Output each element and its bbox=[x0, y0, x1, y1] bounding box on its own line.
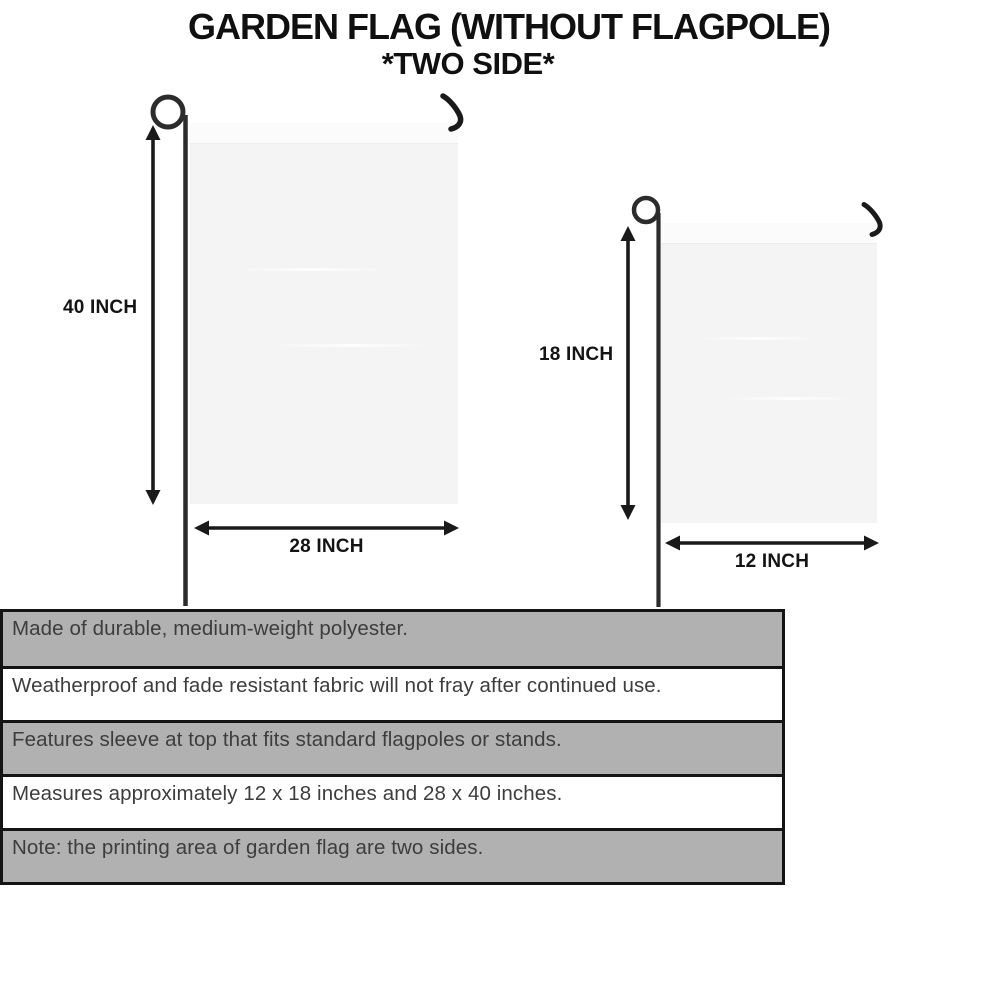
feature-row: Note: the printing area of garden flag are two sides. bbox=[3, 828, 782, 882]
large-flag-height-label: 40 INCH bbox=[63, 297, 138, 318]
large-flag-width-label: 28 INCH bbox=[289, 536, 364, 557]
feature-row: Weatherproof and fade resistant fabric will not fray after continued use. bbox=[3, 666, 782, 720]
page-subtitle: *TWO SIDE* bbox=[381, 46, 555, 81]
small-flag-hook-icon bbox=[860, 201, 886, 239]
feature-table bbox=[0, 609, 785, 885]
feature-row: Measures approximately 12 x 18 inches and 28 x 40 inches. bbox=[3, 774, 782, 828]
feature-row: Made of durable, medium-weight polyester. bbox=[3, 612, 782, 666]
feature-row: Features sleeve at top that fits standard flagpoles or stands. bbox=[3, 720, 782, 774]
wrinkle-highlight bbox=[700, 337, 819, 340]
large-flag-hook-icon bbox=[439, 92, 467, 134]
large-flag-height-arrow-icon bbox=[142, 124, 164, 506]
small-flag-height-arrow-icon bbox=[617, 225, 639, 521]
small-flag-width-label: 12 INCH bbox=[734, 551, 810, 572]
page-title: GARDEN FLAG (WITHOUT FLAGPOLE) bbox=[188, 6, 830, 47]
wrinkle-highlight bbox=[270, 344, 431, 347]
small-flag-panel bbox=[661, 223, 877, 523]
small-flag-sleeve bbox=[661, 223, 877, 244]
large-flag-sleeve bbox=[190, 123, 458, 144]
small-flag-height-label: 18 INCH bbox=[539, 344, 614, 365]
wrinkle-highlight bbox=[238, 268, 385, 271]
large-flag-panel bbox=[190, 123, 458, 504]
wrinkle-highlight bbox=[726, 397, 856, 400]
